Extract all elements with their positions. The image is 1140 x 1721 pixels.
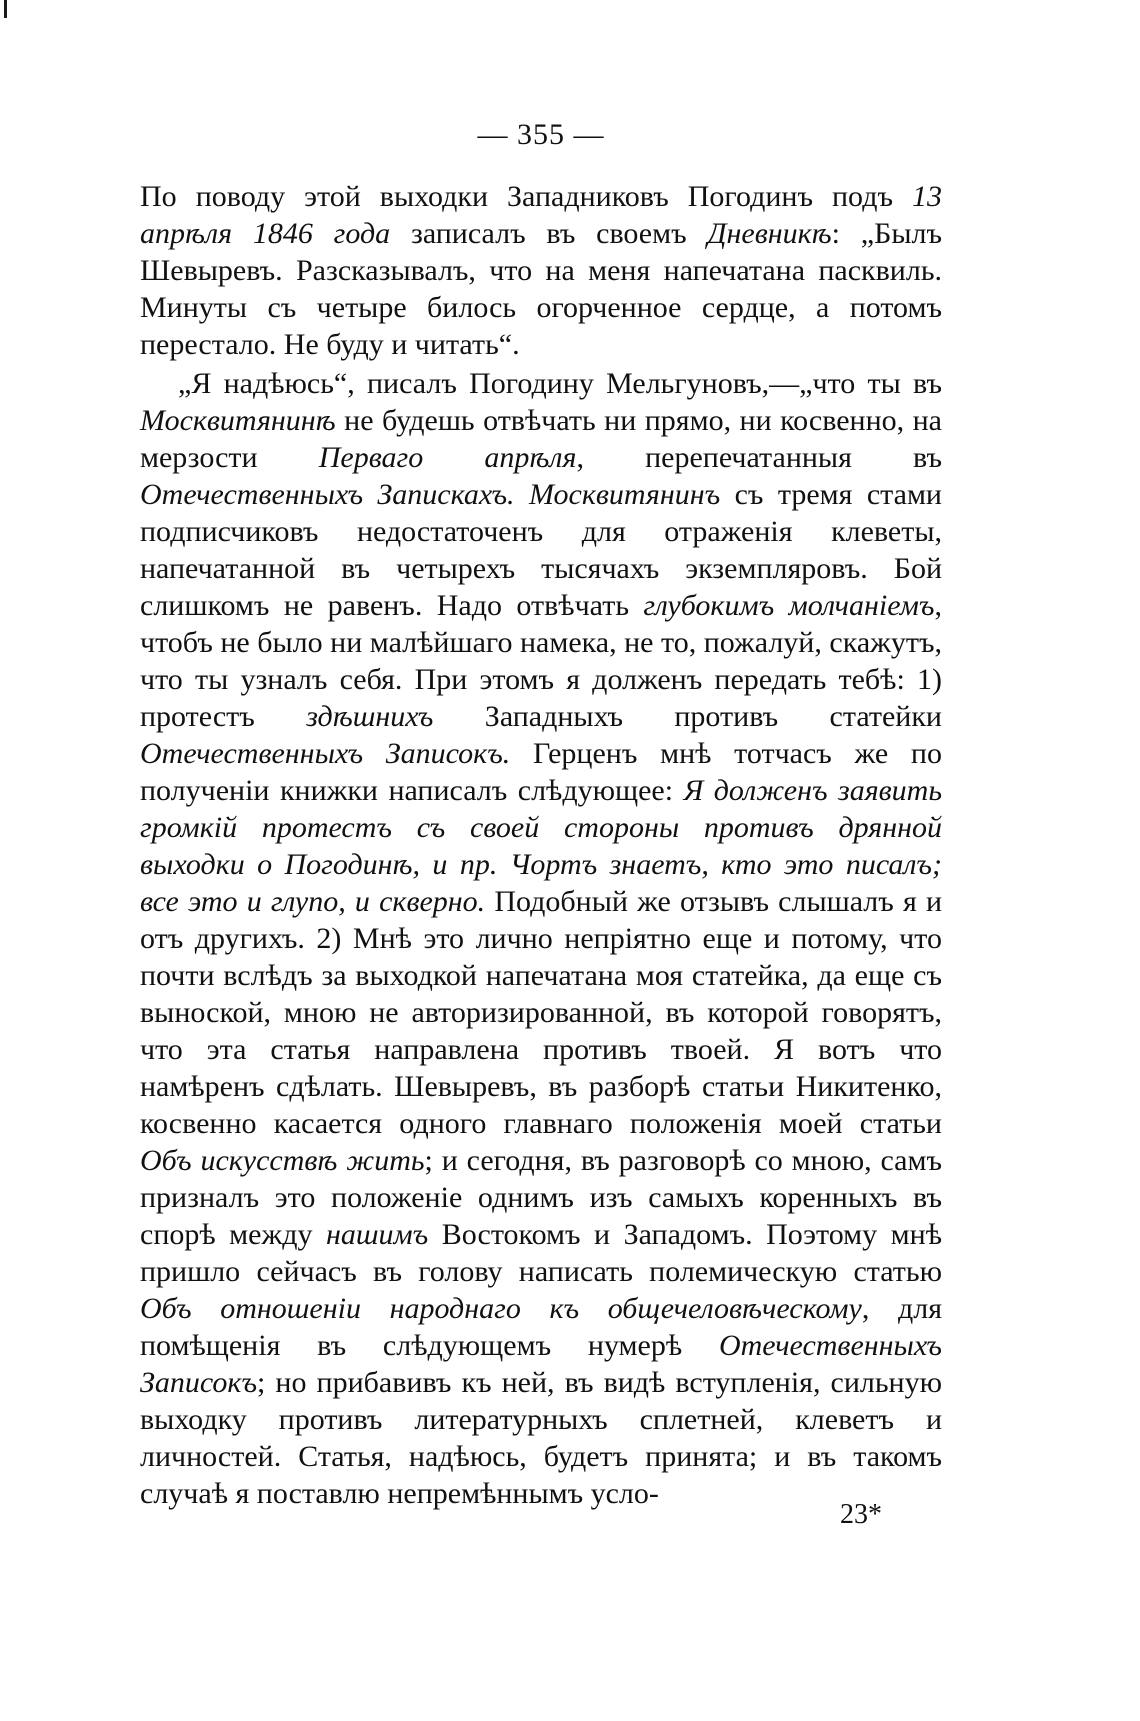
text-run: ; и сегодня, въ разговорѣ со мною, самъ призналъ это положеніе однимъ изъ самыхъ коренныхъ въ спорѣ между [140, 1144, 942, 1251]
paragraph [140, 365, 942, 1512]
printer-signature-mark: 23* [840, 1499, 882, 1530]
italic-text-run: Я долженъ заявить громкій протестъ съ своей стороны противъ дрянной выходки о Погодинѣ, и пр. Чортъ знаетъ, кто это писалъ; все это и глупо, и скверно. [140, 774, 943, 918]
italic-text-run: здѣшнихъ [306, 700, 434, 733]
text-run: „Я надѣюсь“, писалъ Погодину Мельгуновъ,—„что ты въ [178, 367, 942, 400]
text-run: , для помѣщенія въ слѣдующемъ нумерѣ [140, 1292, 942, 1362]
italic-text-run: Отечественныхъ Записокъ [140, 1329, 942, 1399]
text-run: , чтобъ не было ни малѣйшаго намека, не то, пожалуй, скажутъ, что ты узналъ себя. При этомъ я долженъ передать тебѣ: 1) протестъ [140, 589, 942, 733]
paragraph [140, 178, 942, 363]
italic-text-run: 13 апрѣля 1846 года [140, 180, 942, 250]
text-run: записалъ въ своемъ [390, 217, 708, 250]
italic-text-run: Объ отношеніи народнаго къ общечеловѣческому [140, 1292, 862, 1325]
italic-text-run: Перваго апрѣля [318, 441, 577, 474]
italic-text-run: Объ искусствѣ жить [140, 1144, 425, 1177]
text-run: ; но прибавивъ къ ней, въ видѣ вступленія, сильную выходку противъ литературныхъ сплетней, клеветъ и личностей. Статья, надѣюсь, будетъ принята; и въ такомъ случаѣ я поставлю непремѣннымъ усло- [140, 1366, 942, 1510]
italic-text-run: Дневникѣ [707, 217, 832, 250]
text-run: съ тремя стами подписчиковъ недостаточенъ для отраженія клеветы, напечатанной въ четырехъ тысячахъ экземпляровъ. Бой слишкомъ не равенъ. Надо отвѣчать [140, 478, 942, 622]
text-run: , перепечатанныя въ [576, 441, 942, 474]
italic-text-run: нашимъ [325, 1218, 429, 1251]
text-run: По поводу этой выходки Западниковъ Погодинъ подъ [140, 180, 912, 213]
body-text [140, 178, 942, 1512]
italic-text-run: Отечественныхъ Запискахъ. Москвитянинъ [140, 478, 721, 511]
text-run: Западныхъ противъ статейки [433, 700, 942, 733]
text-run: : „Былъ Шевыревъ. Разсказывалъ, что на меня напечатана пасквиль. Минуты съ четыре билось огорченное сердце, а потомъ перестало. Не буду и читать“. [140, 217, 942, 361]
book-page [140, 0, 942, 1721]
text-run: Подобный же отзывъ слышалъ я и отъ другихъ. 2) Мнѣ это лично непріятно еще и потому, что почти вслѣдъ за выходкой напечатана моя статейка, да еще съ выноской, мною не авторизированной, въ которой говорятъ, что эта статья направлена противъ твоей. Я вотъ что намѣренъ сдѣлать. Шевыревъ, въ разборѣ статьи Никитенко, косвенно касается одного главнаго положенія моей статьи [140, 885, 942, 1140]
scan-corner-mark [4, 0, 7, 18]
text-run: Герценъ мнѣ тотчасъ же по полученіи книжки написалъ слѣдующее: [140, 737, 942, 807]
text-run: Востокомъ и Западомъ. Поэтому мнѣ пришло сейчасъ въ голову написать полемическую статью [140, 1218, 942, 1288]
italic-text-run: Отечественныхъ Записокъ. [140, 737, 511, 770]
italic-text-run: глубокимъ молчаніемъ [643, 589, 935, 622]
page-number: — 355 — [477, 118, 605, 151]
italic-text-run: Москвитянинѣ [140, 404, 336, 437]
text-run: не будешь отвѣчать ни прямо, ни косвенно, на мерзости [140, 404, 942, 474]
